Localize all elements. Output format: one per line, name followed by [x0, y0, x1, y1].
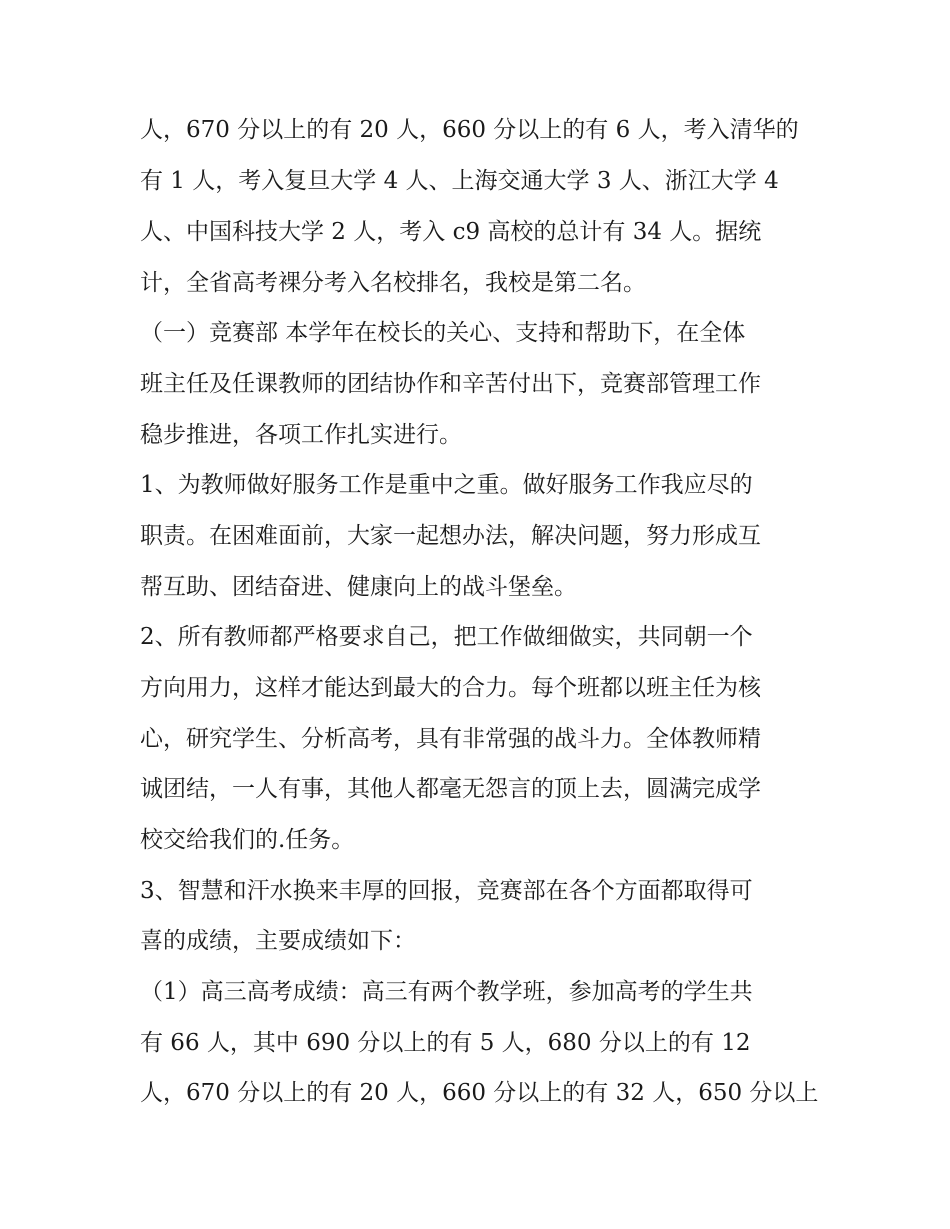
text-line: 有 66 人，其中 690 分以上的有 5 人，680 分以上的有 12 — [140, 1030, 751, 1056]
text-line: 人，670 分以上的有 20 人，660 分以上的有 32 人，650 分以上 — [140, 1080, 819, 1106]
text-line: 方向用力，这样才能达到最大的合力。每个班都以班主任为核 — [140, 675, 761, 701]
text-line: 人，670 分以上的有 20 人，660 分以上的有 6 人，考入清华的 — [140, 117, 799, 143]
text-line: 校交给我们的.任务。 — [140, 827, 355, 853]
text-line: 帮互助、团结奋进、健康向上的战斗堡垒。 — [140, 574, 577, 600]
text-line: （1）高三高考成绩：高三有两个教学班，参加高考的学生共 — [140, 979, 753, 1005]
text-line: 职责。在困难面前，大家一起想办法，解决问题，努力形成互 — [140, 523, 761, 549]
text-line: 人、中国科技大学 2 人，考入 c9 高校的总计有 34 人。据统 — [140, 219, 762, 245]
text-line: 1、为教师做好服务工作是重中之重。做好服务工作我应尽的 — [140, 472, 753, 498]
text-line: 心，研究学生、分析高考，具有非常强的战斗力。全体教师精 — [140, 726, 761, 752]
text-line: （一）竞赛部 本学年在校长的关心、支持和帮助下，在全体 — [140, 320, 746, 346]
text-line: 诚团结，一人有事，其他人都毫无怨言的顶上去，圆满完成学 — [140, 776, 761, 802]
text-line: 班主任及任课教师的团结协作和辛苦付出下，竞赛部管理工作 — [140, 371, 761, 397]
text-line: 计，全省高考裸分考入名校排名，我校是第二名。 — [140, 270, 646, 296]
text-line: 喜的成绩，主要成绩如下： — [140, 928, 416, 954]
text-line: 稳步推进，各项工作扎实进行。 — [140, 422, 462, 448]
text-line: 2、所有教师都严格要求自己，把工作做细做实，共同朝一个 — [140, 624, 753, 650]
text-line: 有 1 人，考入复旦大学 4 人、上海交通大学 3 人、浙江大学 4 — [140, 168, 779, 194]
text-line: 3、智慧和汗水换来丰厚的回报，竞赛部在各个方面都取得可 — [140, 878, 753, 904]
